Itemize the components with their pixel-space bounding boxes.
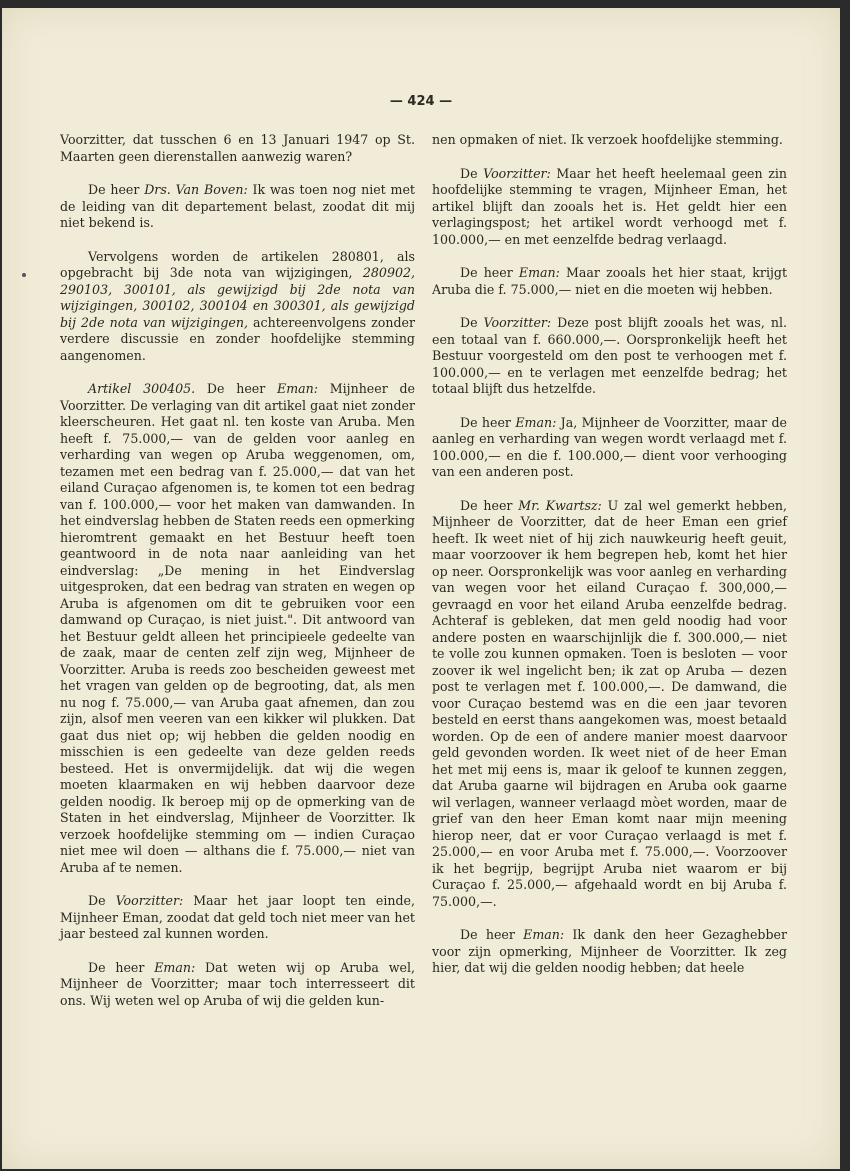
speaker-name: Voorzitter: (115, 893, 184, 908)
paragraph: Vervolgens worden de artikelen 280801, als opgebracht bij 3de nota van wijzigingen, 280902, 290103, 300101, als gewijzigd bij 2de nota van wijzigingen, 300102, 300104 en 300301, als gewijzigd bij 2de nota van wijzigingen, achtereenvolgens zonder verdere discussie en zonder hoofdelijke stemming aangenomen. (60, 248, 415, 363)
speaker-name: Drs. Van Boven: (144, 182, 248, 197)
speaker-name: Voorzitter: (483, 315, 552, 330)
speaker-name: Eman: (277, 381, 318, 396)
left-column (60, 132, 415, 1026)
speaker-name: Eman: (523, 927, 565, 942)
paragraph: nen opmaken of niet. Ik verzoek hoofdelijke stemming. (432, 132, 783, 147)
paragraph: De heer Drs. Van Boven: Ik was toen nog niet met de leiding van dit departement belast, zoodat dit mij niet bekend is. (60, 182, 415, 230)
paragraph: De Voorzitter: Deze post blijft zooals het was, nl. een totaal van f. 660.000,—. Oorspronkelijk heeft het Bestuur voorgesteld om den post te verhoogen met f. 100.000,— en te verlagen met eenzelfde bedrag; het totaal blijft dus hetzelfde. (432, 315, 787, 396)
speaker-name: Eman: (515, 414, 557, 430)
article-label: Artikel 300405. (88, 381, 196, 396)
paragraph: De heer Eman: Ja, Mijnheer de Voorzitter, maar de aanleg en verharding van wegen wordt verlaagd met f. 100.000,— en die f. 100.000,— dient voor verhooging van een anderen post. (432, 414, 788, 479)
paragraph: De heer Eman: Dat weten wij op Aruba wel, Mijnheer de Voorzitter; maar toch interresseert dit ons. Wij weten wel op Aruba of wij die gelden kun- (60, 959, 415, 1008)
speaker-name: Mr. Kwartsz: (518, 497, 602, 513)
document-page (2, 8, 840, 1169)
paragraph: Voorzitter, dat tusschen 6 en 13 Januari 1947 op St. Maarten geen dierenstallen aanwezig waren? (60, 132, 415, 164)
paragraph: De Voorzitter: Maar het heeft heelemaal geen zin hoofdelijke stemming te vragen, Mijnheer Eman, het artikel blijft dan zooals het is. Het geldt hier een verlagingspost; het artikel wordt verhoogd met f. 100.000,— en met eenzelfde bedrag verlaagd. (432, 165, 787, 247)
speaker-name: Eman: (518, 265, 560, 280)
paragraph: De heer Eman: Ik dank den heer Gezaghebber voor zijn opmerking, Mijnheer de Voorzitter. Ik zeg hier, dat wij die gelden noodig hebben; dat heele (432, 927, 788, 975)
paragraph: De heer Mr. Kwartsz: U zal wel gemerkt hebben, Mijnheer de Voorzitter, dat de heer Eman een grief heeft. Ik weet niet of hij zich nauwkeurig heeft geuit, maar voorzoover ik hem begrepen heb, komt het hier op neer. Oorspronkelijk was voor aanleg en verharding van wegen voor het eiland Curaçao f. 300,000,— gevraagd en voor het eiland Aruba eenzelfde bedrag. Achteraf is gebleken, dat men geld noodig had voor andere posten en waarschijnlijk die f. 300.000,— niet te volle zou kunnen opmaken. Toen is besloten — voor zoover ik wel ingelicht ben; ik zat op Aruba — dezen post te verlagen met f. 100.000,—. De damwand, die voor Curaçao bestemd was en die een jaar tevoren besteld en eerst thans aangekomen was, moest betaald worden. Op de een of andere manier moest daarvoor geld gevonden worden. Ik weet niet of de heer Eman het met mij eens is, maar ik geloof te kunnen zeggen, dat Aruba gaarne wil bijdragen en Aruba ook gaarne wil verlagen, wanneer verlaagd mòet worden, maar de grief van den heer Eman komt naar mijn meening hierop neer, dat er voor Curaçao verlaagd is met f. 25.000,— en voor Aruba met f. 75.000,—. Voorzoover ik het begrijp, begrijpt Aruba niet waarom er bij Curaçao f. 25.000,— afgehaald wordt en bij Aruba f. 75.000,—. (432, 497, 788, 909)
margin-mark (22, 273, 26, 277)
speaker-name: Eman: (154, 959, 196, 975)
right-column (432, 132, 787, 994)
paragraph: De Voorzitter: Maar het jaar loopt ten einde, Mijnheer Eman, zoodat dat geld toch niet meer van het jaar besteed zal kunnen worden. (60, 893, 415, 941)
paragraph: Artikel 300405. De heer Eman: Mijnheer de Voorzitter. De verlaging van dit artikel gaat niet zonder kleerscheuren. Het gaat nl. ten koste van Aruba. Men heeft f. 75.000,— van de gelden voor aanleg en verharding van wegen op Aruba weggenomen, om, tezamen met een bedrag van f. 25.000,— dat van het eiland Curaçao afgenomen is, te komen tot een bedrag van f. 100.000,— voor het maken van damwanden. In het eindverslag hebben de Staten reeds een opmerking hieromtrent gemaakt en het Bestuur heeft toen geantwoord in de nota naar aanleiding van het eindverslag: „De mening in het Eindverslag uitgesproken, dat een bedrag van straten en wegen op Aruba is afgenomen om dit te gebruiken voor een damwand op Curaçao, is niet juist.". Dit antwoord van het Bestuur geldt alleen het principieele gedeelte van de zaak, maar de centen zelf zijn weg, Mijnheer de Voorzitter. Aruba is reeds zoo bescheiden geweest met het vragen van gelden op de begrooting, dat, als men nu nog f. 75.000,— van Aruba gaat afnemen, dan zou zijn, alsof men veeren van een kikker wil plukken. Dat gaat dus niet op; wij hebben die gelden noodig en misschien is een gedeelte van deze gelden reeds besteed. Het is onvermijdelijk. dat wij die wegen moeten klaarmaken en wij hebben daarvoor deze gelden noodig. Ik beroep mij op de opmerking van de Staten in het eindverslag, Mijnheer de Voorzitter. Ik verzoek hoofdelijke stemming om — indien Curaçao niet mee wil doen — althans die f. 75.000,— niet van Aruba af te nemen. (60, 381, 415, 875)
paragraph: De heer Eman: Maar zooals het hier staat, krijgt Aruba die f. 75.000,— niet en die moeten wij hebben. (432, 265, 788, 297)
page-number: — 424 — (389, 94, 453, 109)
speaker-name: Voorzitter: (483, 165, 551, 181)
